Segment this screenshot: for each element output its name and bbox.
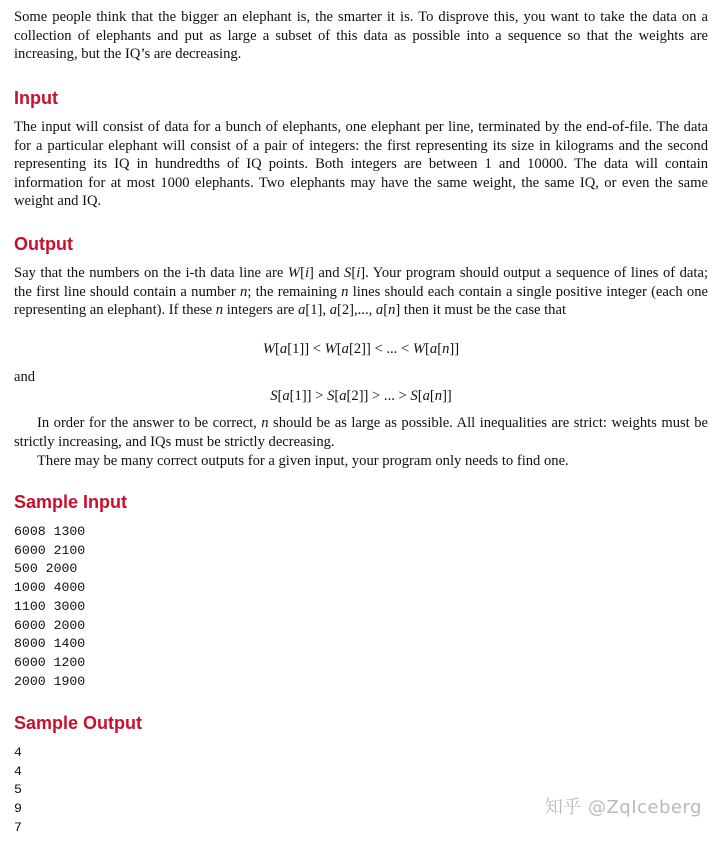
- intro-paragraph: Some people think that the bigger an elephant is, the smarter it is. To disprove this, you want to take the data on a collection of elephants and put as large a subset of this data as possible into a sequence so that the weights are increasing, but the IQ’s are decreasing.: [14, 9, 708, 63]
- input-description: The input will consist of data for a bunch of elephants, one elephant per line, terminated by the end-of-file. The data for a particular elephant will consist of a pair of integers: the first representing its size in kilograms and the second representing its IQ in hundredths of IQ points. Both integers are between 1 and 10000. The data will contain information for at most 1000 elephants. Two elephants may have the same weight, the same IQ, or even the same weight and IQ.: [14, 119, 708, 210]
- iq-inequality: S[a[1]] > S[a[2]] > ... > S[a[n]]: [270, 388, 452, 404]
- input-heading: Input: [14, 88, 58, 108]
- sample-input-line: 2000 1900: [14, 673, 86, 689]
- correctness-paragraph: In order for the answer to be correct, n should be as large as possible. All inequalities are strict: weights must be strictly increasing, and IQs must be strictly decreasing.: [14, 415, 708, 450]
- sample-output-line: 9: [14, 801, 22, 817]
- sample-input-line: 1000 4000: [14, 580, 86, 596]
- sample-input-line: 6000 2000: [14, 617, 86, 633]
- sample-output-line: 4: [14, 745, 22, 760]
- sample-input-line: 500 2000: [14, 561, 78, 577]
- output-description: Say that the numbers on the i-th data line are W[i] and S[i]. Your program should output a sequence of lines of data; the first line should contain a number n; the remaining n lines should each contain a single positive integer (each one representing an elephant). If these n integers are a[1], a[2],..., a[n] then it must be the case that: [14, 265, 708, 319]
- multiple-outputs-paragraph: There may be many correct outputs for a given input, your program only needs to find one.: [37, 453, 569, 469]
- weight-inequality: W[a[1]] < W[a[2]] < ... < W[a[n]]: [262, 341, 460, 357]
- output-heading: Output: [14, 234, 73, 254]
- sample-input-line: 6008 1300: [14, 524, 86, 539]
- sample-input-block: [14, 523, 85, 691]
- sample-output-line: 7: [14, 819, 22, 835]
- sample-input-line: 6000 2100: [14, 542, 86, 558]
- sample-input-line: 6000 1200: [14, 654, 86, 670]
- sample-input-line: 8000 1400: [14, 636, 86, 652]
- sample-output-line: 4: [14, 763, 22, 779]
- zhihu-watermark: 知乎 @ZqIceberg: [544, 797, 702, 818]
- sample-input-heading: Sample Input: [14, 492, 128, 512]
- sample-output-block: [14, 744, 22, 838]
- sample-output-heading: Sample Output: [14, 713, 143, 733]
- sample-output-line: 5: [14, 782, 22, 798]
- and-word: and: [14, 369, 36, 385]
- sample-input-line: 1100 3000: [14, 598, 86, 614]
